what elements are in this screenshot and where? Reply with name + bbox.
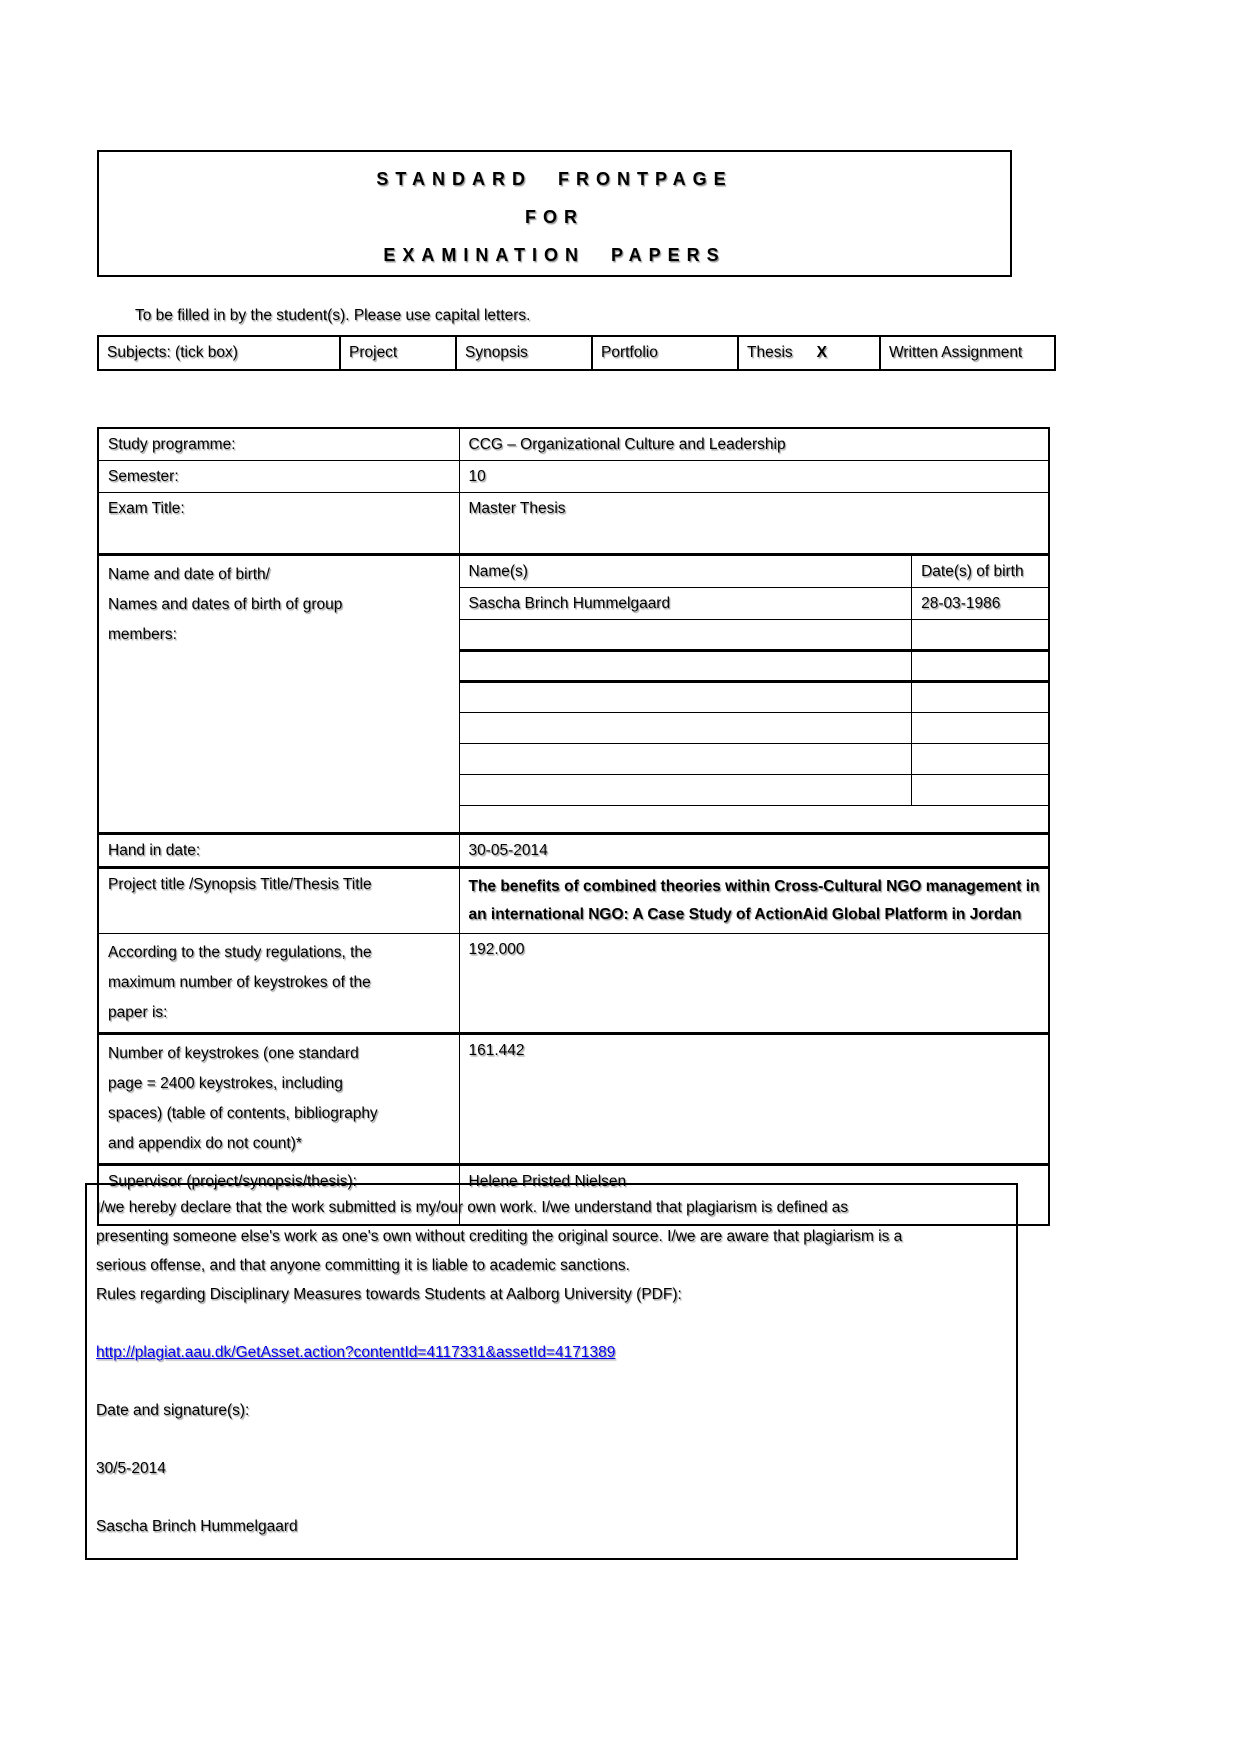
max-keystrokes-label-line: paper is:	[108, 1004, 168, 1021]
member-dob-cell	[912, 744, 1050, 775]
names-label-line: Name and date of birth/	[108, 566, 270, 583]
keystrokes-label-line: page = 2400 keystrokes, including	[108, 1075, 343, 1092]
names-block-label	[98, 555, 459, 834]
plagiarism-rules-link[interactable]: http://plagiat.aau.dk/GetAsset.action?contentId=4117331&assetId=4171389	[96, 1344, 616, 1361]
subject-label-written-assignment: Written Assignment	[889, 344, 1023, 361]
signature-name: Sascha Brinch Hummelgaard	[96, 1518, 298, 1535]
max-keystrokes-value: 192.000	[459, 934, 1049, 1034]
hand-in-date-value: 30-05-2014	[459, 834, 1049, 868]
subject-option-project	[340, 336, 456, 370]
names-label-line: Names and dates of birth of group	[108, 596, 343, 613]
study-programme-value: CCG – Organizational Culture and Leadership	[459, 428, 1049, 461]
member-dob-cell	[912, 620, 1050, 651]
signature-date: 30/5-2014	[96, 1460, 166, 1477]
max-keystrokes-label-line: According to the study regulations, the	[108, 944, 372, 961]
keystrokes-label-line: spaces) (table of contents, bibliography	[108, 1105, 378, 1122]
member-name-cell: Sascha Brinch Hummelgaard	[459, 588, 912, 620]
semester-value: 10	[459, 461, 1049, 493]
member-dob-cell: 28-03-1986	[912, 588, 1050, 620]
details-table	[97, 427, 1050, 1226]
member-dob-cell	[912, 775, 1050, 806]
member-name-cell	[459, 713, 912, 744]
title-box	[97, 150, 1012, 277]
instruction-text: To be filled in by the student(s). Please use capital letters.	[135, 307, 531, 324]
declaration-rules-line: Rules regarding Disciplinary Measures towards Students at Aalborg University (PDF):	[96, 1286, 682, 1303]
keystrokes-value: 161.442	[459, 1034, 1049, 1165]
member-name-cell	[459, 651, 912, 682]
exam-title-row	[98, 493, 1049, 555]
member-dob-cell	[912, 682, 1050, 713]
exam-title-label: Exam Title:	[98, 493, 459, 555]
max-keystrokes-row	[98, 934, 1049, 1034]
declaration-line: serious offense, and that anyone committing it is liable to academic sanctions.	[96, 1257, 630, 1274]
subject-label-portfolio: Portfolio	[601, 344, 658, 361]
title-line-3: EXAMINATION PAPERS	[383, 245, 726, 265]
keystrokes-label-line: and appendix do not count)*	[108, 1135, 302, 1152]
hand-in-date-label: Hand in date:	[98, 834, 459, 868]
project-title-line: an international NGO: A Case Study of ActionAid Global Platform in Jordan	[468, 906, 1022, 923]
project-title-row	[98, 868, 1049, 934]
max-keystrokes-label	[98, 934, 459, 1034]
member-name-cell	[459, 744, 912, 775]
max-keystrokes-label-line: maximum number of keystrokes of the	[108, 974, 371, 991]
exam-title-value: Master Thesis	[459, 493, 1049, 555]
dob-column-header: Date(s) of birth	[912, 555, 1050, 588]
member-dob-cell	[912, 651, 1050, 682]
keystrokes-label	[98, 1034, 459, 1165]
declaration-line: presenting someone else's work as one's own without crediting the original source. I/we are aware that plagiarism is a	[96, 1228, 903, 1245]
subject-label-project: Project	[349, 344, 398, 361]
semester-label: Semester:	[98, 461, 459, 493]
keystrokes-label-line: Number of keystrokes (one standard	[108, 1045, 359, 1062]
member-name-cell	[459, 682, 912, 713]
project-title-label: Project title /Synopsis Title/Thesis Title	[98, 868, 459, 934]
date-signature-label: Date and signature(s):	[96, 1402, 250, 1419]
names-header-row	[98, 555, 1049, 588]
project-title-line: The benefits of combined theories within Cross-Cultural NGO management in	[468, 878, 1040, 895]
project-title-value	[459, 868, 1049, 934]
subject-option-thesis	[738, 336, 880, 370]
subjects-header-cell: Subjects: (tick box)	[98, 336, 340, 370]
hand-in-date-row	[98, 834, 1049, 868]
declaration-line: I/we hereby declare that the work submitted is my/our own work. I/we understand that plagiarism is defined as	[96, 1199, 849, 1216]
member-name-cell	[459, 775, 912, 806]
member-dob-cell	[912, 713, 1050, 744]
member-name-cell	[459, 620, 912, 651]
supervisor-value: Helene Pristed Nielsen	[459, 1165, 1049, 1225]
member-empty-cell	[459, 806, 1049, 834]
subjects-row	[98, 336, 1055, 370]
declaration-box	[85, 1183, 1018, 1560]
subject-option-portfolio	[592, 336, 738, 370]
subject-label-thesis: Thesis	[747, 344, 793, 361]
semester-row	[98, 461, 1049, 493]
names-column-header: Name(s)	[459, 555, 912, 588]
names-label-line: members:	[108, 626, 177, 643]
subject-label-synopsis: Synopsis	[465, 344, 528, 361]
title-line-2: FOR	[525, 207, 584, 227]
study-programme-label: Study programme:	[98, 428, 459, 461]
thesis-tick-mark: X	[816, 344, 827, 361]
subject-option-synopsis	[456, 336, 592, 370]
study-programme-row	[98, 428, 1049, 461]
supervisor-label: Supervisor (project/synopsis/thesis):	[98, 1165, 459, 1225]
keystrokes-row	[98, 1034, 1049, 1165]
title-line-1: STANDARD FRONTPAGE	[376, 169, 733, 189]
subjects-table	[97, 335, 1056, 371]
subject-option-written-assignment	[880, 336, 1055, 370]
